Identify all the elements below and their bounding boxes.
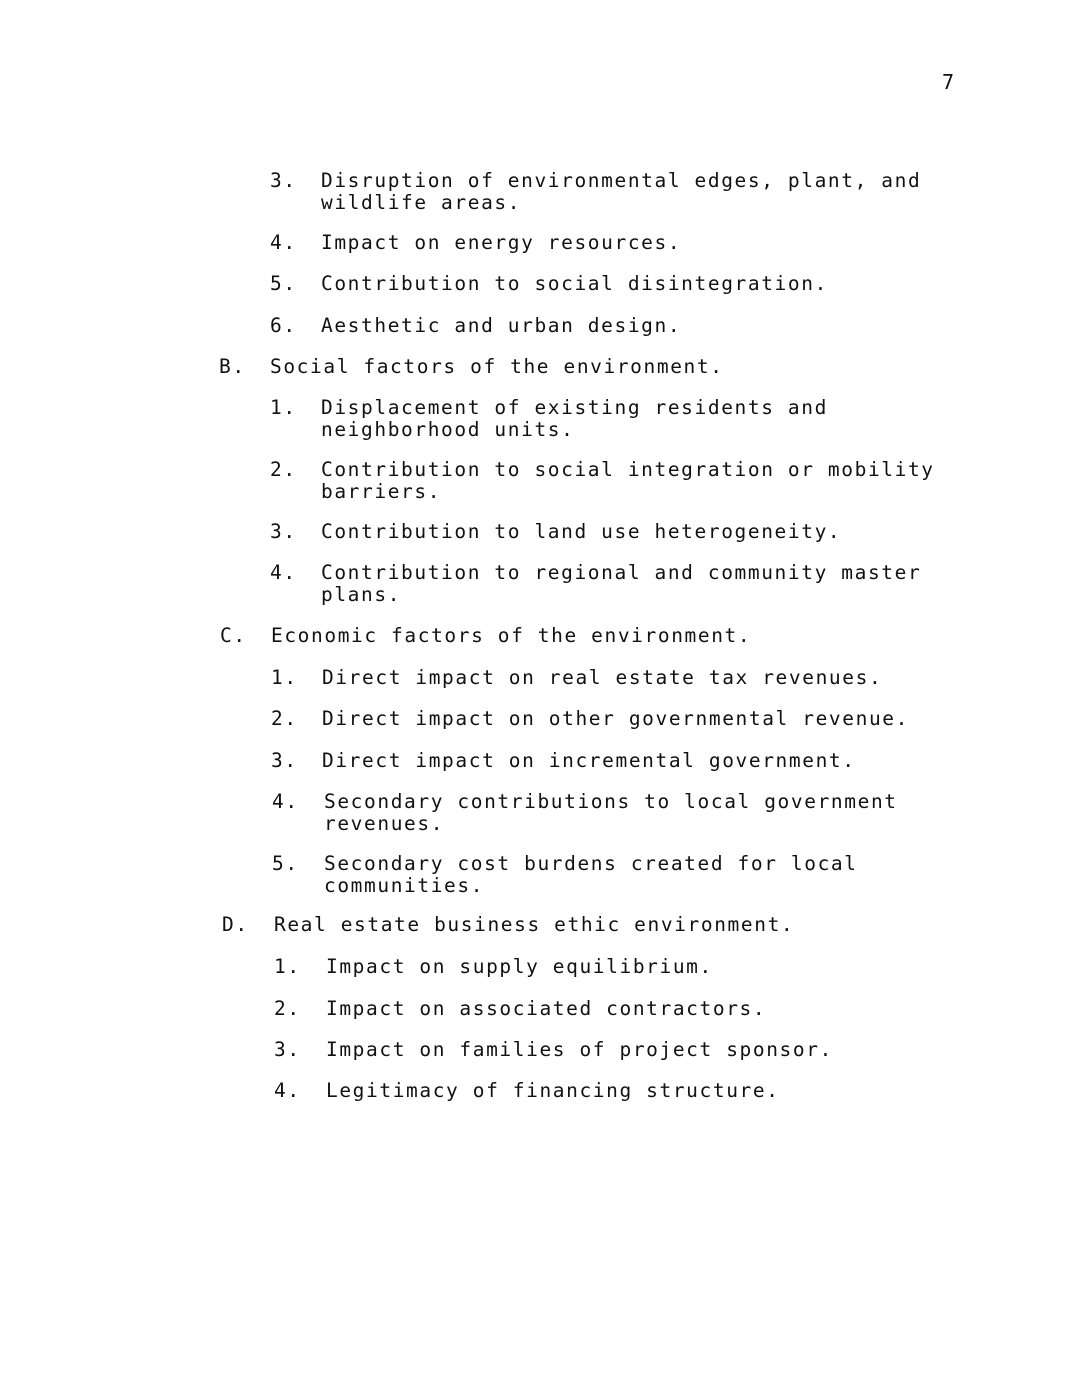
item-text: Secondary cost burdens created for local [324, 852, 858, 875]
item-number: 4. [272, 790, 299, 813]
item-number: 4. [274, 1079, 301, 1102]
item-text: communities. [324, 874, 485, 897]
item-number: 5. [272, 852, 299, 875]
item-number: 1. [270, 396, 297, 419]
item-number: 6. [270, 314, 297, 337]
item-text: neighborhood units. [321, 418, 575, 441]
item-text: Aesthetic and urban design. [321, 314, 682, 337]
item-number: 5. [270, 272, 297, 295]
section-letter: D. [222, 913, 249, 936]
item-text: barriers. [321, 480, 442, 503]
section-letter: C. [220, 624, 247, 647]
item-number: 4. [270, 561, 297, 584]
item-text: Direct impact on incremental government. [322, 749, 856, 772]
item-number: 3. [274, 1038, 301, 1061]
item-text: Legitimacy of financing structure. [326, 1079, 780, 1102]
item-text: Contribution to social disintegration. [321, 272, 828, 295]
item-number: 4. [270, 231, 297, 254]
item-text: Disruption of environmental edges, plant, and [321, 169, 922, 192]
item-text: Contribution to regional and community master [321, 561, 922, 584]
section-title: Economic factors of the environment. [271, 624, 752, 647]
item-text: Impact on associated contractors. [326, 997, 767, 1020]
section-title: Social factors of the environment. [270, 355, 724, 378]
item-number: 3. [271, 749, 298, 772]
section-letter: B. [219, 355, 246, 378]
item-number: 1. [271, 666, 298, 689]
item-number: 3. [270, 520, 297, 543]
item-text: Impact on families of project sponsor. [326, 1038, 833, 1061]
item-number: 2. [270, 458, 297, 481]
item-text: Direct impact on other governmental revenue. [322, 707, 909, 730]
item-text: wildlife areas. [321, 191, 522, 214]
item-text: plans. [321, 583, 402, 606]
item-number: 2. [274, 997, 301, 1020]
item-number: 2. [271, 707, 298, 730]
section-title: Real estate business ethic environment. [274, 913, 795, 936]
item-text: Contribution to social integration or mobility [321, 458, 935, 481]
item-text: Impact on energy resources. [321, 231, 682, 254]
item-text: Secondary contributions to local government [324, 790, 898, 813]
page-number: 7 [942, 70, 956, 94]
item-number: 1. [274, 955, 301, 978]
item-text: Impact on supply equilibrium. [326, 955, 713, 978]
item-text: Direct impact on real estate tax revenues. [322, 666, 883, 689]
item-text: Displacement of existing residents and [321, 396, 828, 419]
item-text: revenues. [324, 812, 445, 835]
item-number: 3. [270, 169, 297, 192]
item-text: Contribution to land use heterogeneity. [321, 520, 842, 543]
